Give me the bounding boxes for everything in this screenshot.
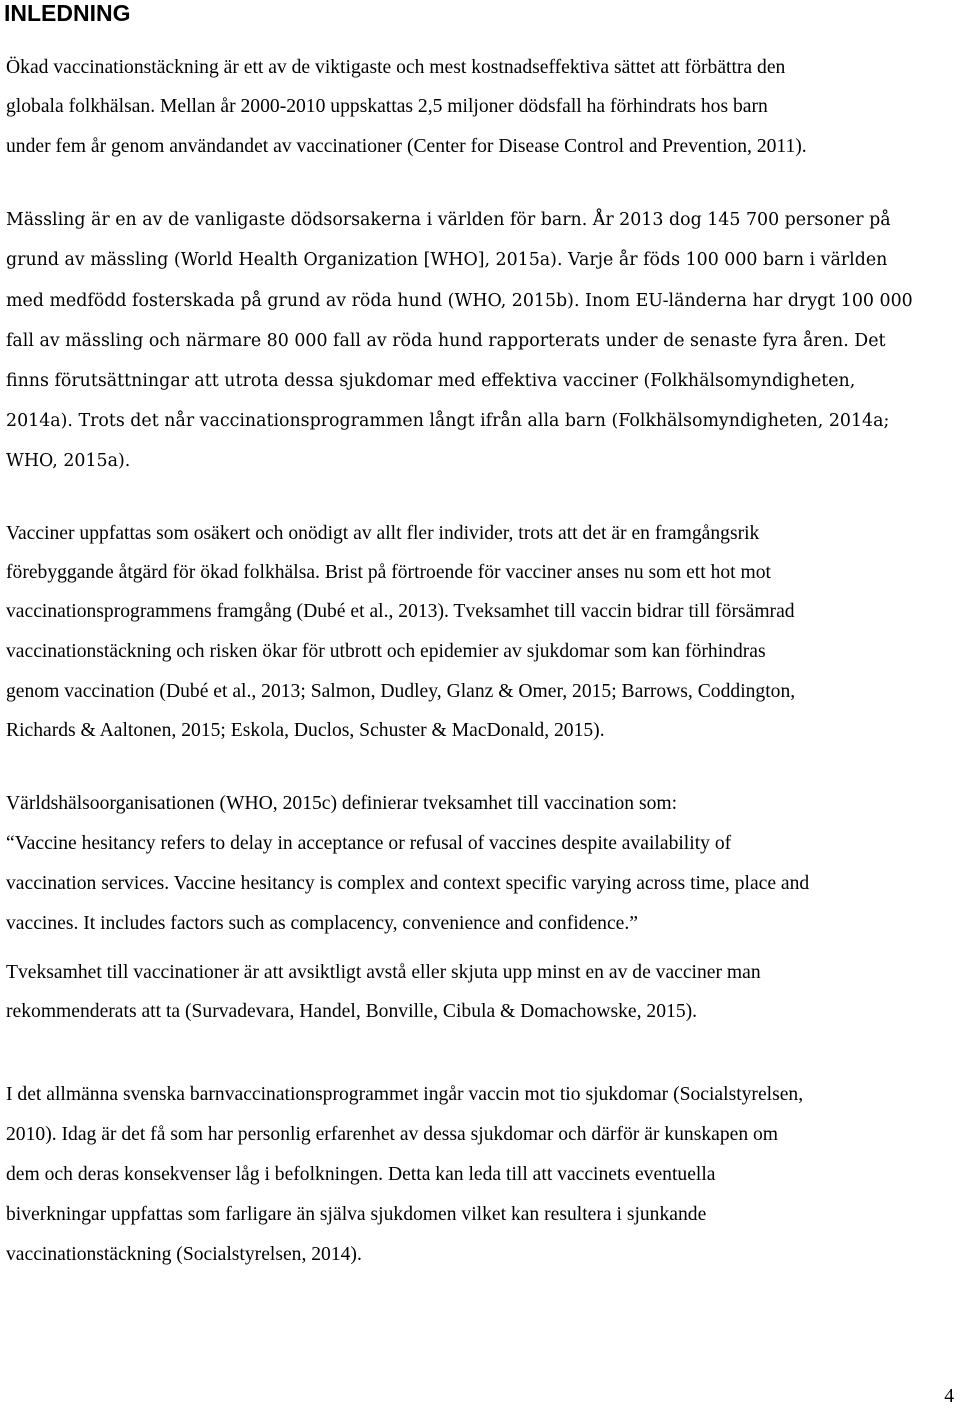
- paragraph-line: vaccinationsprogrammens framgång (Dubé et al., 2013). Tveksamhet till vaccin bidrar till försämrad: [6, 601, 795, 622]
- paragraph-line: Richards & Aaltonen, 2015; Eskola, Duclos, Schuster & MacDonald, 2015).: [6, 720, 605, 741]
- paragraph-line: [6, 208, 891, 232]
- paragraph-line: Ökad vaccinationstäckning är ett av de viktigaste och mest kostnadseffektiva sättet att förbättra den: [6, 57, 786, 78]
- paragraph-line: [6, 329, 886, 353]
- text-run: grund av mässling (World Health Organization [WHO], 2015a).: [6, 250, 563, 270]
- quote-line: vaccination services. Vaccine hesitancy is complex and context specific varying across time, place and: [6, 873, 810, 894]
- page-number: 4: [944, 1386, 954, 1407]
- text-run: Inom EU-länderna har drygt 100 000: [579, 291, 913, 311]
- text-run: Det: [848, 331, 886, 351]
- paragraph-line: vaccinationstäckning och risken ökar för utbrott och epidemier av sjukdomar som kan förhindras: [6, 641, 766, 662]
- text-run: med medfödd fosterskada på grund av röda hund (WHO, 2015b).: [6, 291, 580, 311]
- paragraph-line: [6, 409, 889, 433]
- paragraph-line: [6, 248, 887, 272]
- paragraph-line: [6, 369, 855, 393]
- paragraph-line: under fem år genom användandet av vaccinationer (Center for Disease Control and Prevention, 2011).: [6, 136, 807, 157]
- paragraph-line: Världshälsoorganisationen (WHO, 2015c) definierar tveksamhet till vaccination som:: [6, 793, 678, 814]
- text-run: Trots det når vaccinationsprogrammen långt ifrån alla barn (Folkhälsomyndigheten, 2014a;: [72, 411, 890, 431]
- quote-line: vaccines. It includes factors such as complacency, convenience and confidence.”: [6, 913, 638, 934]
- paragraph-line: biverkningar uppfattas som farligare än själva sjukdomen vilket kan resultera i sjunkande: [6, 1204, 707, 1225]
- text-run: Varje år föds 100 000 barn i världen: [562, 250, 888, 270]
- quote-line: “Vaccine hesitancy refers to delay in acceptance or refusal of vaccines despite availability of: [6, 833, 732, 854]
- paragraph-line: genom vaccination (Dubé et al., 2013; Salmon, Dudley, Glanz & Omer, 2015; Barrows, Coddington,: [6, 681, 796, 702]
- paragraph-line: rekommenderats att ta (Survadevara, Handel, Bonville, Cibula & Domachowske, 2015).: [6, 1001, 698, 1022]
- section-heading: INLEDNING: [4, 0, 131, 26]
- paragraph-line: Tveksamhet till vaccinationer är att avsiktligt avstå eller skjuta upp minst en av de vacciner man: [6, 962, 761, 983]
- text-run: fall av mässling och närmare 80 000 fall av röda hund rapporterats under de senaste fyra åren.: [6, 331, 849, 351]
- paragraph-line: 2010). Idag är det få som har personlig erfarenhet av dessa sjukdomar och därför är kunskapen om: [6, 1124, 779, 1145]
- text-run: 2014a).: [6, 411, 73, 431]
- paragraph-line: Vacciner uppfattas som osäkert och onödigt av allt fler individer, trots att det är en framgångsrik: [6, 523, 760, 544]
- text-run: År 2013 dog 145 700 personer på: [587, 210, 891, 230]
- paragraph-line: [6, 449, 130, 473]
- text-run: Mässling är en av de vanligaste dödsorsakerna i världen för barn.: [6, 210, 588, 230]
- text-run: finns förutsättningar att utrota dessa sjukdomar med effektiva vacciner (Folkhälsomyndigheten,: [6, 371, 856, 391]
- paragraph-line: globala folkhälsan. Mellan år 2000-2010 uppskattas 2,5 miljoner dödsfall ha förhindrats hos barn: [6, 96, 768, 117]
- paragraph-line: dem och deras konsekvenser låg i befolkningen. Detta kan leda till att vaccinets eventuella: [6, 1164, 716, 1185]
- paragraph-line: I det allmänna svenska barnvaccinationsprogrammet ingår vaccin mot tio sjukdomar (Socialstyrelsen,: [6, 1084, 804, 1105]
- paragraph-line: [6, 289, 913, 313]
- paragraph-line: förebyggande åtgärd för ökad folkhälsa. Brist på förtroende för vacciner anses nu som ett hot mot: [6, 562, 771, 583]
- paragraph-line: vaccinationstäckning (Socialstyrelsen, 2014).: [6, 1244, 362, 1265]
- text-run: WHO, 2015a).: [6, 451, 131, 471]
